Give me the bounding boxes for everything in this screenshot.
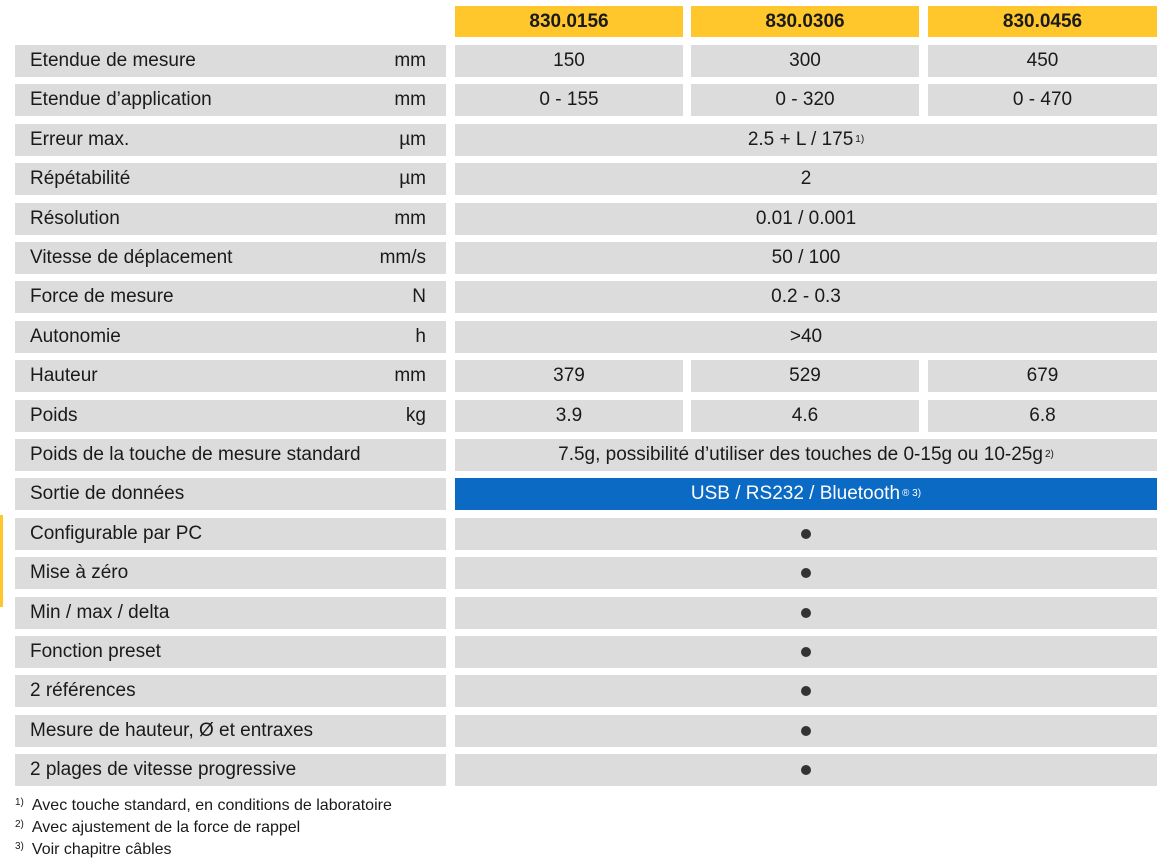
table-row	[0, 360, 1172, 392]
feature-cell	[455, 636, 1157, 668]
row-unit: h	[415, 326, 426, 347]
table-row	[0, 518, 1172, 550]
model-header-3: 830.0456	[928, 6, 1157, 37]
value-text: 50 / 100	[771, 247, 841, 268]
model-header-1: 830.0156	[455, 6, 683, 37]
table-row	[0, 675, 1172, 707]
table-row	[0, 715, 1172, 747]
row-unit: kg	[405, 405, 426, 426]
value-cell	[455, 163, 1157, 195]
value-cell	[455, 242, 1157, 274]
value-cell: 3.9	[455, 400, 683, 432]
feature-cell	[455, 754, 1157, 786]
row-label	[15, 84, 446, 116]
footnote: 3) Voir chapitre câbles	[15, 840, 172, 858]
row-label-text: Force de mesure	[30, 286, 174, 307]
value-cell: 6.8	[928, 400, 1157, 432]
row-label-text: Mise à zéro	[30, 562, 129, 583]
row-label-text: Min / max / delta	[30, 602, 170, 623]
bullet-icon	[801, 568, 811, 578]
table-row	[0, 754, 1172, 786]
value-text: 2	[800, 168, 812, 189]
value-cell	[455, 321, 1157, 353]
table-row	[0, 124, 1172, 156]
row-label	[15, 675, 446, 707]
table-row	[0, 400, 1172, 432]
value-text: >40	[789, 326, 823, 347]
row-label-text: Résolution	[30, 208, 120, 229]
row-unit: µm	[399, 168, 426, 189]
row-label-text: Vitesse de déplacement	[30, 247, 233, 268]
value-cell: USB / RS232 / Bluetooth ® 3)	[455, 478, 1157, 510]
value-cell: 450	[928, 45, 1157, 77]
row-label-text: 2 plages de vitesse progressive	[30, 759, 297, 780]
value-text: 2.5 + L / 175	[747, 129, 854, 150]
value-cell: 0 - 470	[928, 84, 1157, 116]
row-label-text: 2 références	[30, 680, 136, 701]
value-cell: 4.6	[691, 400, 919, 432]
row-label	[15, 557, 446, 589]
row-unit: N	[412, 286, 426, 307]
feature-cell	[455, 675, 1157, 707]
row-label	[15, 203, 446, 235]
row-unit: µm	[399, 129, 426, 150]
feature-cell	[455, 715, 1157, 747]
value-cell: 379	[455, 360, 683, 392]
table-row	[0, 203, 1172, 235]
value-text: 0.01 / 0.001	[755, 208, 857, 229]
row-label	[15, 400, 446, 432]
bullet-icon	[801, 765, 811, 775]
row-label-text: Autonomie	[30, 326, 121, 347]
table-row	[0, 84, 1172, 116]
value-cell: 679	[928, 360, 1157, 392]
row-label-text: Répétabilité	[30, 168, 131, 189]
row-label	[15, 439, 446, 471]
row-label	[15, 597, 446, 629]
value-cell: 300	[691, 45, 919, 77]
row-label	[15, 242, 446, 274]
row-label-text: Erreur max.	[30, 129, 130, 150]
row-label-text: Mesure de hauteur, Ø et entraxes	[30, 720, 314, 741]
footnote: 1) Avec touche standard, en conditions de laboratoire	[15, 796, 392, 814]
value-cell: 529	[691, 360, 919, 392]
value-cell	[455, 203, 1157, 235]
row-label-text: Poids de la touche de mesure standard	[30, 444, 361, 465]
row-label	[15, 45, 446, 77]
row-label	[15, 715, 446, 747]
value-text: USB / RS232 / Bluetooth	[690, 483, 901, 504]
value-cell: 0 - 320	[691, 84, 919, 116]
feature-cell	[455, 557, 1157, 589]
value-text: 7.5g, possibilité d’utiliser des touches de 0-15g ou 10-25g	[558, 444, 1043, 465]
accent-bar	[0, 515, 3, 607]
table-row	[0, 45, 1172, 77]
row-unit: mm	[394, 50, 426, 71]
row-label	[15, 163, 446, 195]
value-cell: 7.5g, possibilité d’utiliser des touches de 0-15g ou 10-25g 2)	[455, 439, 1157, 471]
model-header-2: 830.0306	[691, 6, 919, 37]
bullet-icon	[801, 529, 811, 539]
row-unit: mm	[394, 208, 426, 229]
value-cell	[455, 281, 1157, 313]
table-row	[0, 281, 1172, 313]
row-label-text: Etendue de mesure	[30, 50, 196, 71]
row-unit: mm	[394, 89, 426, 110]
row-unit: mm/s	[379, 247, 426, 268]
bullet-icon	[801, 686, 811, 696]
row-label	[15, 321, 446, 353]
row-label	[15, 360, 446, 392]
row-label	[15, 518, 446, 550]
table-row	[0, 597, 1172, 629]
table-row	[0, 163, 1172, 195]
row-label-text: Etendue d’application	[30, 89, 212, 110]
table-row	[0, 636, 1172, 668]
row-label-text: Fonction preset	[30, 641, 161, 662]
feature-cell	[455, 518, 1157, 550]
row-unit: mm	[394, 365, 426, 386]
feature-cell	[455, 597, 1157, 629]
row-label	[15, 281, 446, 313]
table-row	[0, 439, 1172, 471]
row-label	[15, 636, 446, 668]
row-label-text: Sortie de données	[30, 483, 185, 504]
row-label-text: Poids	[30, 405, 78, 426]
table-row	[0, 557, 1172, 589]
footnote: 2) Avec ajustement de la force de rappel	[15, 818, 301, 836]
table-row	[0, 242, 1172, 274]
bullet-icon	[801, 726, 811, 736]
value-text: 0.2 - 0.3	[771, 286, 841, 307]
bullet-icon	[801, 608, 811, 618]
row-label	[15, 478, 446, 510]
table-row	[0, 478, 1172, 510]
table-row	[0, 321, 1172, 353]
value-cell: 150	[455, 45, 683, 77]
row-label	[15, 754, 446, 786]
bullet-icon	[801, 647, 811, 657]
value-cell: 0 - 155	[455, 84, 683, 116]
row-label-text: Hauteur	[30, 365, 98, 386]
row-label-text: Configurable par PC	[30, 523, 203, 544]
value-cell: 2.5 + L / 175 1)	[455, 124, 1157, 156]
row-label	[15, 124, 446, 156]
